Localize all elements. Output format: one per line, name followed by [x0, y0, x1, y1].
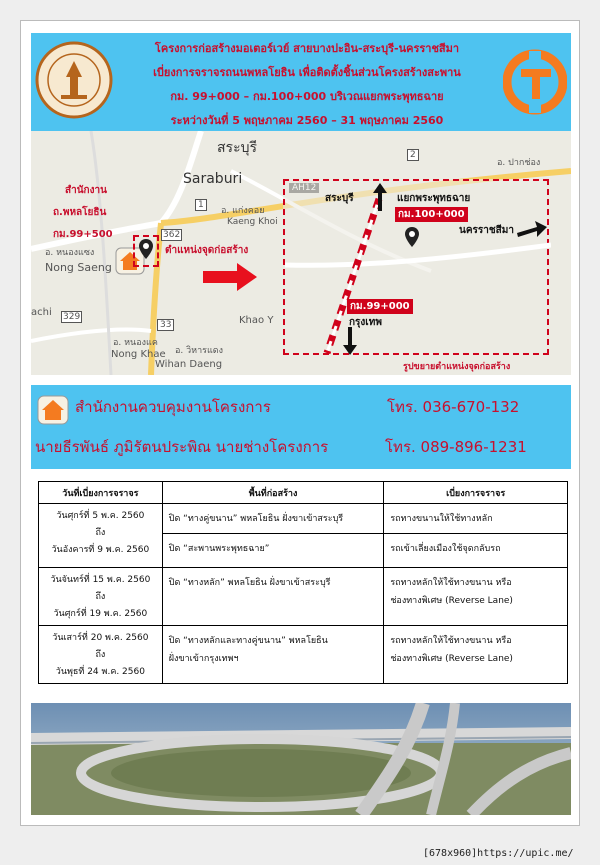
map-nongkhae-en: Nong Khae [111, 349, 166, 360]
office-label-km: กม.99+500 [53, 229, 113, 240]
map-wihandaeng-en: Wihan Daeng [155, 359, 223, 370]
footer-watermark: [678x960]https://upic.me/ [423, 848, 574, 859]
arrow-up-icon [373, 183, 387, 211]
arrow-right-icon [517, 221, 547, 241]
junction-pin-icon [405, 227, 419, 249]
office-name: สำนักงานควบคุมงานโครงการ [75, 398, 271, 416]
detour-line: ช่องทางพิเศษ (Reverse Lane) [390, 596, 513, 606]
zoom-junction: แยกพระพุทธฉาย [397, 193, 471, 204]
date-to: ถึง [95, 592, 106, 602]
zoom-nakhon: นครราชสีมา [459, 225, 514, 236]
detour-cell [384, 568, 568, 626]
table-row [39, 568, 568, 626]
area-cell: ปิด “ทางหลัก” พหลโยธิน ฝั่งขาเข้าสระบุรี [162, 568, 384, 626]
engineer-name: นายธีรพันธ์ ภูมิรัตนประพิณ นายช่างโครงการ [35, 438, 329, 456]
date-cell [39, 568, 163, 626]
area-cell: ปิด “ทางคู่ขนาน” พหลโยธิน ฝั่งขาเข้าสระบุรี [162, 504, 384, 534]
area-line: ปิด “ทางหลักและทางคู่ขนาน” พหลโยธิน [168, 636, 328, 646]
zoom-km99: กม.99+000 [347, 299, 413, 314]
map-khaoyai: Khao Y [239, 315, 274, 326]
schedule-table [38, 481, 568, 684]
engineer-phone: โทร. 089-896-1231 [385, 438, 527, 456]
interchange-rendering-image [31, 703, 571, 815]
project-logo-icon [503, 47, 567, 117]
office-label-2: ถ.พหลโยธิน [53, 207, 107, 218]
area-cell [162, 626, 384, 684]
detour-line: รถทางหลักให้ใช้ทางขนาน หรือ [390, 578, 512, 588]
map-kaengkhoi-en: Kaeng Khoi [227, 217, 278, 227]
date-start: วันเสาร์ที่ 20 พ.ค. 2560 [52, 633, 149, 643]
location-map [31, 131, 571, 375]
area-cell: ปิด “สะพานพระพุทธฉาย” [162, 534, 384, 568]
zoom-caption: รูปขยายตำแหน่งจุดก่อสร้าง [403, 362, 511, 372]
zoom-km100: กม.100+000 [395, 207, 468, 222]
header-text [111, 37, 503, 133]
map-nongsaeng-th: อ. หนองแซง [45, 248, 95, 258]
col-header-date: วันที่เบี่ยงการจราจร [39, 482, 163, 504]
detour-cell: รถเข้าเลี่ยงเมืองใช้จุดกลับรถ [384, 534, 568, 568]
date-end: วันศุกร์ที่ 19 พ.ค. 2560 [53, 609, 148, 619]
detour-line: รถทางหลักให้ใช้ทางขนาน หรือ [390, 636, 512, 646]
header-line-2: เบี่ยงการจราจรถนนพหลโยธิน เพื่อติดตั้งชิ้นส่วนโครงสร้างสะพาน [153, 66, 461, 79]
date-cell [39, 504, 163, 568]
date-end: วันพุธที่ 24 พ.ค. 2560 [55, 667, 145, 677]
right-arrow-icon [203, 263, 257, 291]
location-pin-icon [139, 239, 153, 259]
map-nongsaeng-en: Nong Saeng [45, 261, 112, 274]
map-kaengkhoi-th: อ. แก่งคอย [221, 206, 265, 216]
table-header-row [39, 482, 568, 504]
zoom-saraburi: สระบุรี [325, 193, 354, 204]
map-nongkhae-th: อ. หนองแค [113, 338, 158, 348]
announcement-sheet [20, 20, 580, 826]
header-line-4: ระหว่างวันที่ 5 พฤษภาคม 2560 – 31 พฤษภาคม 2560 [170, 114, 444, 127]
department-of-highways-seal-icon [35, 37, 113, 123]
header-line-1: โครงการก่อสร้างมอเตอร์เวย์ สายบางปะอิน-สระบุรี-นครราชสีมา [154, 42, 460, 55]
date-start: วันศุกร์ที่ 5 พ.ค. 2560 [56, 511, 145, 521]
map-route-1: 1 [195, 199, 207, 211]
office-label-1: สำนักงาน [65, 185, 107, 196]
map-route-362: 362 [163, 230, 181, 240]
date-start: วันจันทร์ที่ 15 พ.ค. 2560 [50, 575, 151, 585]
map-wihandaeng-th: อ. วิหารแดง [175, 346, 224, 356]
office-phone: โทร. 036-670-132 [387, 398, 520, 416]
map-city-th: สระบุรี [217, 140, 257, 156]
map-route-33: 33 [157, 319, 174, 331]
detour-line: ช่องทางพิเศษ (Reverse Lane) [390, 654, 513, 664]
area-line: ฝั่งขาเข้ากรุงเทพฯ [168, 654, 239, 664]
map-city-en: Saraburi [183, 171, 243, 187]
zoom-inset [283, 179, 549, 355]
date-cell [39, 626, 163, 684]
col-header-detour: เบี่ยงการจราจร [384, 482, 568, 504]
contact-banner [31, 385, 571, 469]
col-header-area: พื้นที่ก่อสร้าง [162, 482, 384, 504]
map-pakchong: อ. ปากช่อง [497, 158, 541, 168]
site-marker-label: ตำแหน่งจุดก่อสร้าง [165, 245, 249, 256]
table-row [39, 626, 568, 684]
header-line-3: กม. 99+000 – กม.100+000 บริเวณแยกพระพุทธฉาย [170, 90, 444, 103]
table-row [39, 504, 568, 534]
detour-cell: รถทางขนานให้ใช้ทางหลัก [384, 504, 568, 534]
date-end: วันอังคารที่ 9 พ.ค. 2560 [51, 545, 150, 555]
map-route-329: 329 [63, 312, 81, 322]
arrow-down-icon [343, 327, 357, 355]
date-to: ถึง [95, 650, 106, 660]
zoom-bangkok: กรุงเทพ [349, 317, 382, 328]
office-home-icon [37, 395, 69, 425]
map-route-2: 2 [407, 149, 419, 161]
map-achi: achi [31, 307, 52, 318]
date-to: ถึง [95, 528, 106, 538]
detour-cell [384, 626, 568, 684]
